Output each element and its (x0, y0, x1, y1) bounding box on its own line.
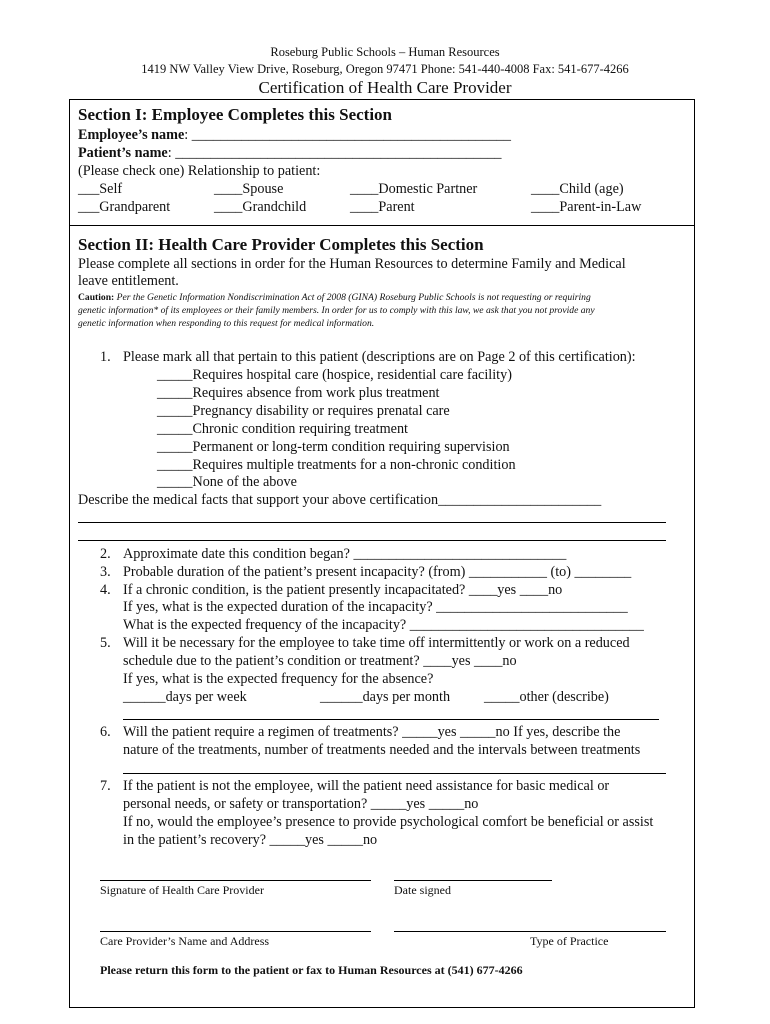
q7-number: 7. (100, 778, 111, 794)
practice-type-line[interactable] (394, 931, 666, 932)
option-spouse[interactable]: ____Spouse (214, 181, 284, 197)
q3-number: 3. (100, 564, 111, 580)
intro-line-1: Please complete all sections in order for the Human Resources to determine Family and Medical (78, 256, 626, 272)
describe-line-2[interactable] (78, 540, 666, 541)
q5-days-per-month[interactable]: ______days per month (320, 689, 451, 705)
q4-number: 4. (100, 582, 111, 598)
q5-days-per-week[interactable]: ______days per week (123, 689, 247, 705)
q1-item-pregnancy[interactable]: _____Pregnancy disability or requires prenatal care (157, 403, 450, 419)
q1-item-hospital[interactable]: _____Requires hospital care (hospice, residential care facility) (157, 367, 512, 383)
section-2-heading: Section II: Health Care Provider Completes this Section (78, 235, 484, 254)
q6-line-2: nature of the treatments, number of treatments needed and the intervals between treatments (123, 742, 641, 758)
caution-text-1: Per the Genetic Information Nondiscrimination Act of 2008 (GINA) Roseburg Public Schools is not requesting or requiring (114, 292, 591, 303)
q1-item-multiple[interactable]: _____Requires multiple treatments for a non-chronic condition (157, 457, 516, 473)
q3-text[interactable]: Probable duration of the patient’s present incapacity? (from) ___________ (to) ________ (123, 564, 632, 580)
option-parent[interactable]: ____Parent (350, 199, 415, 215)
employee-name-field[interactable] (78, 128, 511, 144)
option-self[interactable]: ___Self (78, 181, 123, 197)
practice-type-label: Type of Practice (530, 934, 609, 948)
q4-duration[interactable]: If yes, what is the expected duration of the incapacity? ___________________________ (123, 599, 628, 615)
q7-line-1: If the patient is not the employee, will the patient need assistance for basic medical or (123, 778, 610, 794)
q1-item-absence[interactable]: _____Requires absence from work plus treatment (157, 385, 440, 401)
return-instructions: Please return this form to the patient or fax to Human Resources at (541) 677-4266 (100, 963, 523, 977)
q6-line-1[interactable]: Will the patient require a regimen of treatments? _____yes _____no If yes, describe the (123, 724, 621, 740)
q1-number: 1. (100, 349, 111, 365)
org-address: 1419 NW Valley View Drive, Roseburg, Oregon 97471 Phone: 541-440-4008 Fax: 541-677-4266 (141, 62, 629, 76)
q5-describe-line[interactable] (123, 719, 659, 720)
patient-name-field[interactable] (78, 146, 502, 162)
q5-line-2[interactable]: schedule due to the patient’s condition or treatment? ____yes ____no (123, 653, 517, 669)
option-domestic-partner[interactable]: ____Domestic Partner (350, 181, 478, 197)
intro-line-2: leave entitlement. (78, 273, 179, 289)
q2-number: 2. (100, 546, 111, 562)
caution-line-1 (78, 291, 591, 305)
q5-line-3: If yes, what is the expected frequency for the absence? (123, 671, 434, 687)
signature-line[interactable] (100, 880, 371, 881)
section-1-heading: Section I: Employee Completes this Section (78, 105, 393, 124)
q2-text[interactable]: Approximate date this condition began? ______________________________ (123, 546, 567, 562)
date-line[interactable] (394, 880, 552, 881)
option-child[interactable]: ____Child (age) (531, 181, 624, 197)
patient-name-label: Patient’s name (78, 145, 168, 161)
form-title: Certification of Health Care Provider (258, 78, 512, 97)
caution-line-2: genetic information* of its employees or their family members. In order for us to comply with this law, we ask that you not provide any (78, 305, 595, 316)
describe-line-1[interactable] (78, 522, 666, 523)
q6-answer-line[interactable] (123, 773, 666, 774)
q1-item-chronic[interactable]: _____Chronic condition requiring treatment (157, 421, 408, 437)
provider-name-line[interactable] (100, 931, 371, 932)
signature-label: Signature of Health Care Provider (100, 883, 264, 897)
q1-text: Please mark all that pertain to this patient (descriptions are on Page 2 of this certification): (123, 349, 636, 365)
q7-line-3: If no, would the employee’s presence to provide psychological comfort be beneficial or assist (123, 814, 654, 830)
option-grandchild[interactable]: ____Grandchild (214, 199, 307, 215)
q7-line-4[interactable]: in the patient’s recovery? _____yes _____no (123, 832, 378, 848)
q4-text[interactable]: If a chronic condition, is the patient presently incapacitated? ____yes ____no (123, 582, 563, 598)
q1-item-permanent[interactable]: _____Permanent or long-term condition requiring supervision (157, 439, 510, 455)
option-grandparent[interactable]: ___Grandparent (78, 199, 171, 215)
caution-line-3: genetic information when responding to this request for medical information. (78, 318, 375, 329)
employee-name-blank: : _____________________________________________ (184, 127, 511, 143)
q5-other[interactable]: _____other (describe) (484, 689, 609, 705)
q4-frequency[interactable]: What is the expected frequency of the incapacity? _________________________________ (123, 617, 644, 633)
provider-name-label: Care Provider’s Name and Address (100, 934, 270, 948)
org-name: Roseburg Public Schools – Human Resources (270, 45, 500, 59)
q5-line-1: Will it be necessary for the employee to take time off intermittently or work on a reduced (123, 635, 630, 651)
employee-name-label: Employee’s name (78, 127, 185, 143)
date-label: Date signed (394, 883, 451, 897)
describe-prompt[interactable]: Describe the medical facts that support your above certification_______________________ (78, 492, 602, 508)
patient-name-blank: : ______________________________________________ (167, 145, 502, 161)
q5-number: 5. (100, 635, 111, 651)
relationship-prompt: (Please check one) Relationship to patient: (78, 163, 321, 179)
option-parent-in-law[interactable]: ____Parent-in-Law (531, 199, 642, 215)
q7-line-2[interactable]: personal needs, or safety or transportation? _____yes _____no (123, 796, 479, 812)
q6-number: 6. (100, 724, 111, 740)
q1-item-none[interactable]: _____None of the above (157, 474, 297, 490)
caution-label: Caution: (78, 292, 115, 303)
